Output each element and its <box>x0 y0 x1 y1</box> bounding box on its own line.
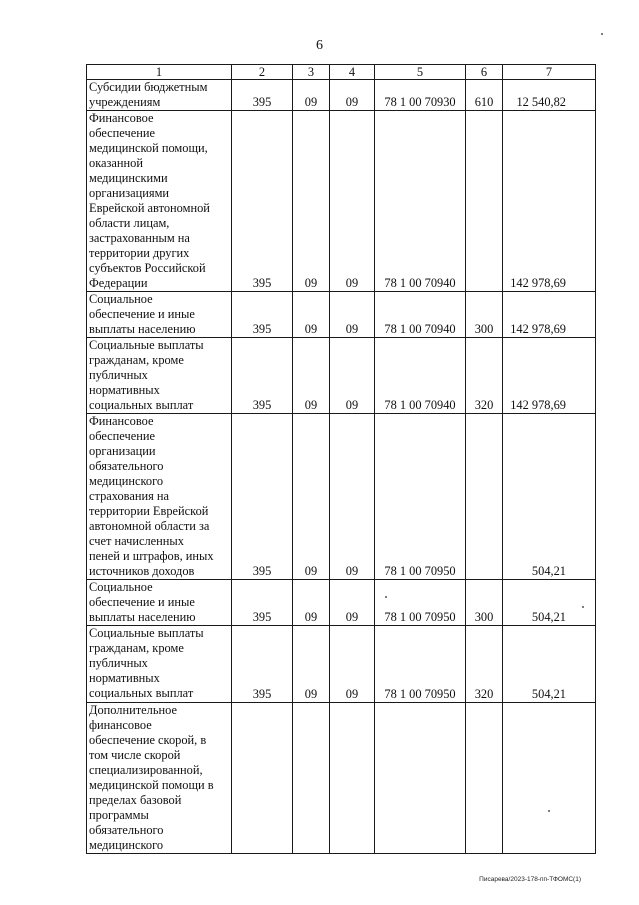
target-article-cell: 78 1 00 70950 <box>375 414 466 580</box>
scan-speck <box>601 33 603 35</box>
row-description <box>87 292 232 338</box>
amount-cell: 12 540,82 <box>503 80 596 111</box>
description-line: Субсидии бюджетным <box>89 80 208 94</box>
admin-code-cell: 395 <box>232 580 293 626</box>
description-line: обеспечение и иные <box>89 595 195 609</box>
target-article-cell <box>375 703 466 854</box>
target-article-cell: 78 1 00 70930 <box>375 80 466 111</box>
expense-type-cell: 300 <box>466 580 503 626</box>
description-line: обязательного <box>89 823 164 837</box>
description-line: Финансовое <box>89 111 154 125</box>
description-line: медицинской помощи в <box>89 778 214 792</box>
description-line: пределах базовой <box>89 793 182 807</box>
description-line: социальных выплат <box>89 398 194 412</box>
subsection-cell: 09 <box>330 292 375 338</box>
description-line: медицинского <box>89 474 164 488</box>
scan-speck <box>548 810 550 812</box>
description-line: публичных <box>89 656 148 670</box>
description-line: счет начисленных <box>89 534 184 548</box>
expense-type-cell: 300 <box>466 292 503 338</box>
section-cell: 09 <box>293 626 330 703</box>
scan-speck <box>385 596 387 598</box>
subsection-cell: 09 <box>330 414 375 580</box>
description-line: области лицам, <box>89 216 170 230</box>
section-cell <box>293 703 330 854</box>
row-description <box>87 80 232 111</box>
header-cell: 3 <box>293 65 330 80</box>
subsection-cell: 09 <box>330 338 375 414</box>
description-line: Социальные выплаты <box>89 338 204 352</box>
admin-code-cell <box>232 703 293 854</box>
admin-code-cell: 395 <box>232 111 293 292</box>
table-header-row <box>87 65 596 80</box>
description-line: обеспечение <box>89 429 155 443</box>
description-line: пеней и штрафов, иных <box>89 549 214 563</box>
amount-cell: 142 978,69 <box>503 338 596 414</box>
row-description <box>87 338 232 414</box>
description-line: выплаты населению <box>89 322 196 336</box>
subsection-cell <box>330 703 375 854</box>
header-cell: 5 <box>375 65 466 80</box>
description-line: Социальное <box>89 580 153 594</box>
scan-speck <box>582 606 584 608</box>
table-row <box>87 703 596 854</box>
description-line: обеспечение скорой, в <box>89 733 207 747</box>
table-body <box>87 65 596 854</box>
description-line: Социальные выплаты <box>89 626 204 640</box>
admin-code-cell: 395 <box>232 414 293 580</box>
table-row <box>87 111 596 292</box>
expense-type-cell: 320 <box>466 338 503 414</box>
budget-table <box>86 64 596 854</box>
description-line: социальных выплат <box>89 686 194 700</box>
expense-type-cell: 320 <box>466 626 503 703</box>
admin-code-cell: 395 <box>232 80 293 111</box>
description-line: том числе скорой <box>89 748 181 762</box>
target-article-cell: 78 1 00 70940 <box>375 338 466 414</box>
description-line: программы <box>89 808 149 822</box>
description-line: Федерации <box>89 276 148 290</box>
description-line: учреждениям <box>89 95 161 109</box>
subsection-cell: 09 <box>330 626 375 703</box>
section-cell: 09 <box>293 338 330 414</box>
description-line: гражданам, кроме <box>89 641 184 655</box>
amount-cell: 504,21 <box>503 414 596 580</box>
description-line: источников доходов <box>89 564 195 578</box>
description-line: выплаты населению <box>89 610 196 624</box>
target-article-cell: 78 1 00 70940 <box>375 111 466 292</box>
description-line: медицинскими <box>89 171 168 185</box>
admin-code-cell: 395 <box>232 292 293 338</box>
table-row <box>87 414 596 580</box>
description-line: обеспечение и иные <box>89 307 195 321</box>
description-line: Дополнительное <box>89 703 177 717</box>
expense-type-cell: 610 <box>466 80 503 111</box>
subsection-cell: 09 <box>330 80 375 111</box>
section-cell: 09 <box>293 580 330 626</box>
description-line: субъектов Российской <box>89 261 206 275</box>
page-number: 6 <box>316 38 323 53</box>
section-cell: 09 <box>293 111 330 292</box>
row-description <box>87 626 232 703</box>
amount-cell: 504,21 <box>503 580 596 626</box>
row-description <box>87 703 232 854</box>
header-cell: 2 <box>232 65 293 80</box>
header-cell: 6 <box>466 65 503 80</box>
target-article-cell: 78 1 00 70940 <box>375 292 466 338</box>
description-line: автономной области за <box>89 519 210 533</box>
section-cell: 09 <box>293 414 330 580</box>
description-line: медицинской помощи, <box>89 141 208 155</box>
description-line: организации <box>89 444 156 458</box>
subsection-cell: 09 <box>330 111 375 292</box>
table-row <box>87 580 596 626</box>
header-cell: 4 <box>330 65 375 80</box>
amount-cell: 142 978,69 <box>503 111 596 292</box>
table-row <box>87 80 596 111</box>
description-line: нормативных <box>89 383 160 397</box>
document-footer: Писарева/2023-178-пп-ТФОМС(1) <box>479 876 581 883</box>
description-line: оказанной <box>89 156 144 170</box>
description-line: территории Еврейской <box>89 504 209 518</box>
expense-type-cell <box>466 703 503 854</box>
description-line: Еврейской автономной <box>89 201 210 215</box>
description-line: гражданам, кроме <box>89 353 184 367</box>
amount-cell: 504,21 <box>503 626 596 703</box>
expense-type-cell <box>466 414 503 580</box>
header-cell: 1 <box>87 65 232 80</box>
description-line: Финансовое <box>89 414 154 428</box>
description-line: нормативных <box>89 671 160 685</box>
amount-cell <box>503 703 596 854</box>
description-line: территории других <box>89 246 190 260</box>
target-article-cell: 78 1 00 70950 <box>375 626 466 703</box>
section-cell: 09 <box>293 80 330 111</box>
table-row <box>87 338 596 414</box>
admin-code-cell: 395 <box>232 338 293 414</box>
table-row <box>87 626 596 703</box>
description-line: медицинского <box>89 838 164 852</box>
row-description <box>87 111 232 292</box>
row-description <box>87 414 232 580</box>
table-row <box>87 292 596 338</box>
expense-type-cell <box>466 111 503 292</box>
target-article-cell: 78 1 00 70950 <box>375 580 466 626</box>
description-line: обеспечение <box>89 126 155 140</box>
section-cell: 09 <box>293 292 330 338</box>
admin-code-cell: 395 <box>232 626 293 703</box>
description-line: публичных <box>89 368 148 382</box>
row-description <box>87 580 232 626</box>
description-line: специализированной, <box>89 763 203 777</box>
description-line: Социальное <box>89 292 153 306</box>
description-line: организациями <box>89 186 170 200</box>
description-line: финансовое <box>89 718 152 732</box>
amount-cell: 142 978,69 <box>503 292 596 338</box>
description-line: страхования на <box>89 489 170 503</box>
subsection-cell: 09 <box>330 580 375 626</box>
description-line: обязательного <box>89 459 164 473</box>
description-line: застрахованным на <box>89 231 190 245</box>
header-cell: 7 <box>503 65 596 80</box>
